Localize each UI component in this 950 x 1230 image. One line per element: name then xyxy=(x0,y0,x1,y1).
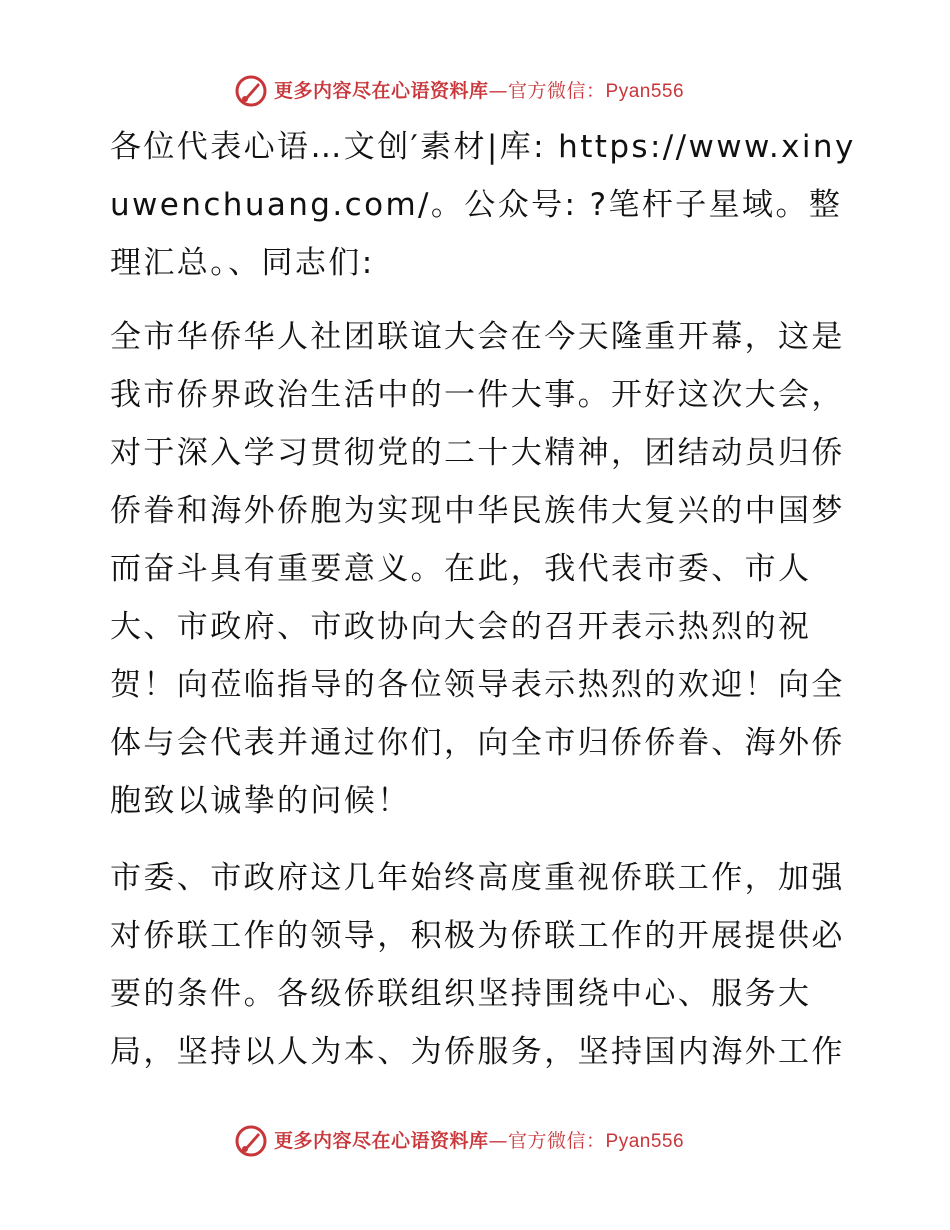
paragraph-3: 市委、市政府这几年始终高度重视侨联工作，加强对侨联工作的领导，积极为侨联工作的开展提供必要的条件。各级侨联组织坚持围绕中心、服务大局，坚持以人为本、为侨服务，坚持国内海外工作 xyxy=(110,860,845,1070)
paragraph-1: 各位代表心语…文创′素材|库: https://www.xinyuwenchuang.com/。公众号: ?笔杆子星域。整理汇总。、同志们: xyxy=(110,129,856,281)
watermark-title: 更多内容尽在心语资料库 xyxy=(274,1130,489,1152)
watermark-title: 更多内容尽在心语资料库 xyxy=(274,80,489,102)
footer-watermark xyxy=(234,1124,714,1158)
quill-logo-icon xyxy=(234,1124,268,1158)
header-watermark xyxy=(234,74,714,108)
quill-logo-icon xyxy=(234,74,268,108)
watermark-subtitle: —官方微信： xyxy=(488,80,606,102)
watermark-handle: Pyan556 xyxy=(605,1131,685,1152)
watermark-handle: Pyan556 xyxy=(605,81,685,102)
watermark-subtitle: —官方微信： xyxy=(488,1130,606,1152)
paragraph-2: 全市华侨华人社团联谊大会在今天隆重开幕，这是我市侨界政治生活中的一件大事。开好这次大会，对于深入学习贯彻党的二十大精神，团结动员归侨侨眷和海外侨胞为实现中华民族伟大复兴的中国梦而奋斗具有重要意义。在此，我代表市委、市人大、市政府、市政协向大会的召开表示热烈的祝贺！向莅临指导的各位领导表示热烈的欢迎！向全体与会代表并通过你们，向全市归侨侨眷、海外侨胞致以诚挚的问候！ xyxy=(110,319,845,819)
